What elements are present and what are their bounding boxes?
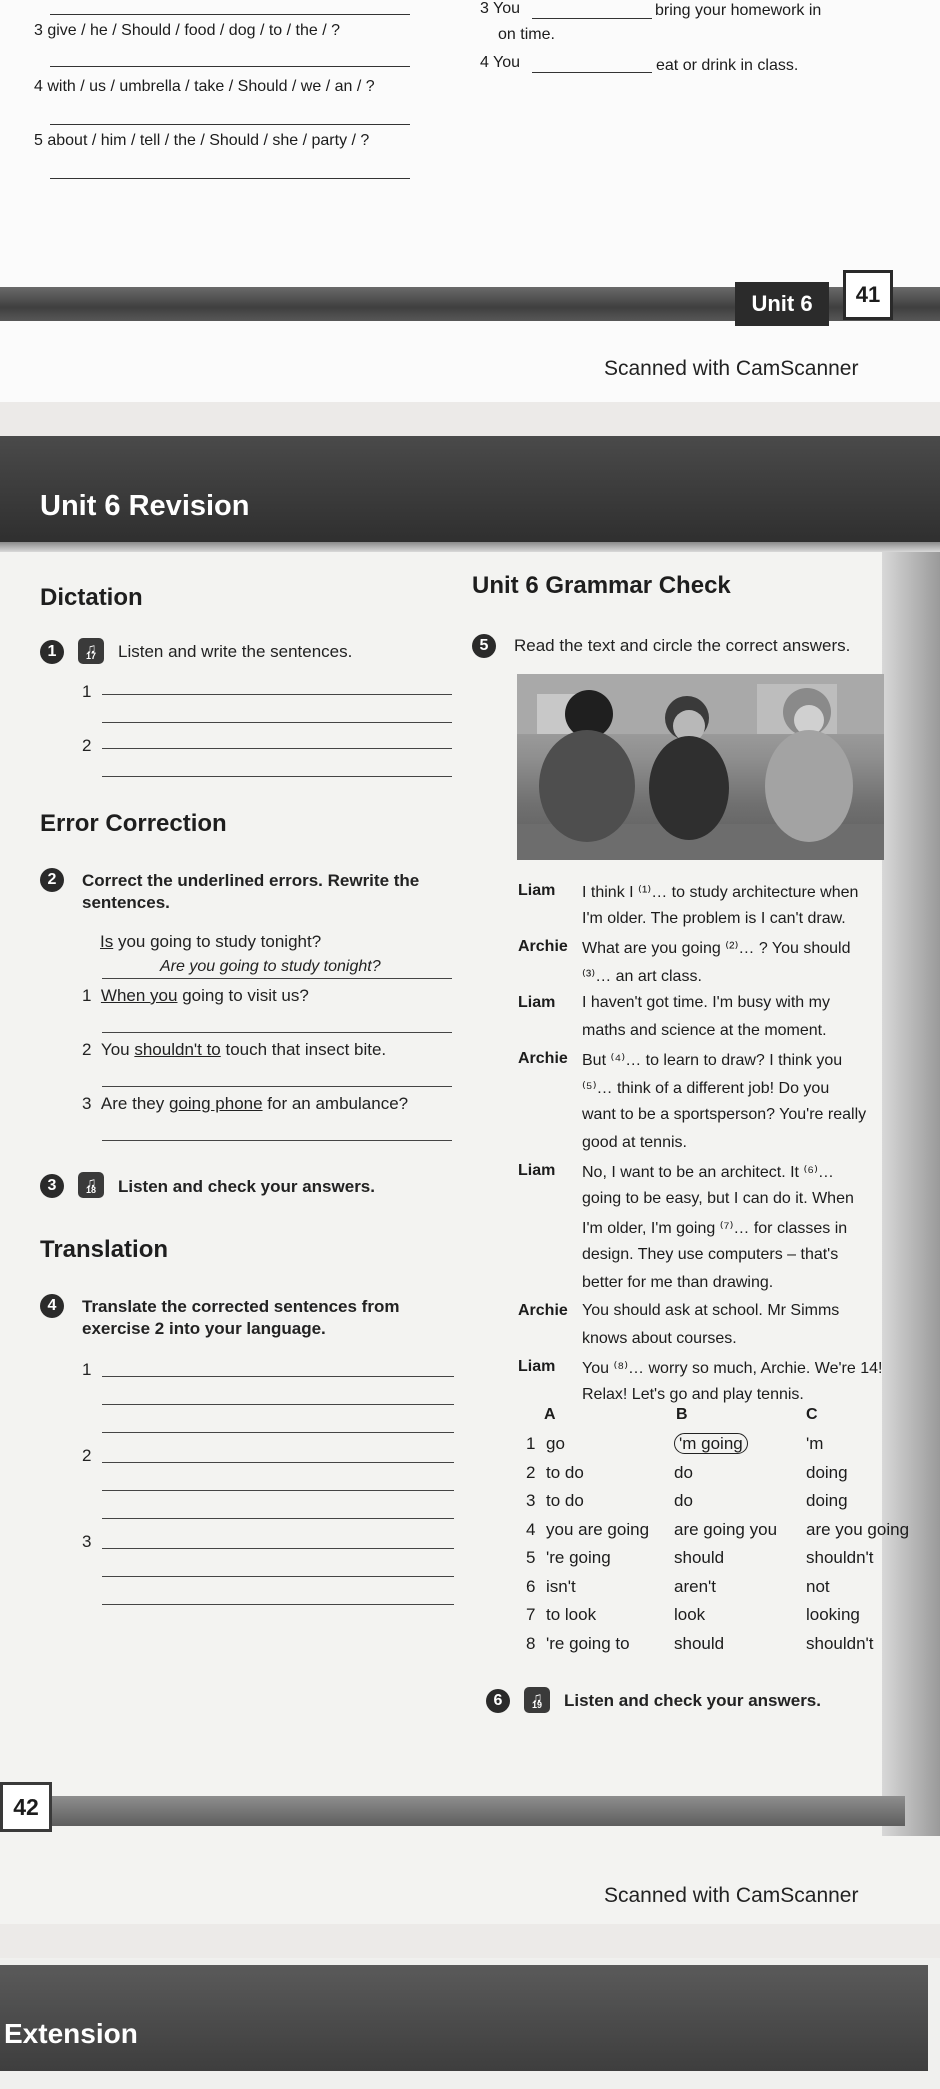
option-a-text: to do	[546, 1491, 584, 1510]
option-number: 8	[526, 1633, 536, 1653]
option-a[interactable]	[546, 1548, 611, 1568]
error-instruction-line-2: sentences.	[82, 893, 170, 912]
translation-instruction-line-2: exercise 2 into your language.	[82, 1319, 326, 1338]
exercise-number-3: 3	[40, 1174, 64, 1198]
column-header-b: B	[676, 1406, 688, 1423]
option-c[interactable]	[806, 1463, 848, 1483]
dialogue-line: You should ask at school. Mr Simms	[582, 1302, 840, 1319]
dialogue-line: I'm older. The problem is I can't draw.	[582, 910, 846, 927]
option-b[interactable]	[674, 1434, 748, 1454]
translation-item-2: 2	[82, 1446, 92, 1465]
option-a-text: isn't	[546, 1576, 576, 1596]
option-b-text: 'm going	[674, 1433, 748, 1454]
option-b-text: should	[674, 1548, 725, 1567]
workbook-page-42	[0, 436, 940, 1924]
exercise-number-4: 4	[40, 1294, 64, 1318]
item-text: You	[100, 1040, 135, 1059]
dialogue-speaker: Archie	[518, 938, 568, 955]
dialogue-line: knows about courses.	[582, 1330, 737, 1347]
error-example-answer: Are you going to study tonight?	[160, 958, 381, 975]
option-number: 4	[526, 1519, 536, 1539]
option-b[interactable]	[674, 1463, 693, 1483]
exercise-right-item-4a: 4 You	[480, 54, 521, 71]
item-text: for an ambulance?	[262, 1094, 409, 1113]
exercise-right-item-3c: on time.	[498, 26, 555, 43]
option-b-text: should	[674, 1633, 725, 1653]
listen-check-instruction: Listen and check your answers.	[118, 1177, 375, 1196]
option-c-text: shouldn't	[806, 1633, 874, 1653]
option-b[interactable]	[674, 1491, 693, 1511]
underlined-error: When you	[100, 986, 178, 1005]
option-number: 1	[526, 1434, 536, 1453]
option-a[interactable]	[546, 1463, 584, 1483]
dialogue-line: going to be easy, but I can do it. When	[582, 1190, 854, 1207]
page-edge-shadow	[882, 436, 940, 1836]
exercise-number-1: 1	[40, 640, 64, 664]
option-b-text: do	[674, 1491, 693, 1510]
workbook-page-41	[0, 0, 940, 402]
scan-watermark: Scanned with CamScanner	[604, 357, 859, 380]
option-b-text: do	[674, 1462, 693, 1482]
option-b[interactable]	[674, 1548, 724, 1568]
exercise-item-4: 4 with / us / umbrella / take / Should / we / an / ?	[34, 78, 375, 95]
scan-watermark: Scanned with CamScanner	[604, 1884, 859, 1907]
dialogue-line: What are you going ⁽²⁾… ? You should	[582, 940, 851, 957]
page-number: 42	[0, 1782, 52, 1832]
dialogue-line: ⁽⁵⁾… think of a different job! Do you	[582, 1080, 830, 1097]
error-item-1	[82, 986, 309, 1006]
item-text: Are they	[100, 1094, 169, 1113]
dialogue-line: good at tennis.	[582, 1134, 687, 1151]
error-example	[100, 932, 321, 952]
exercise-item-5: 5 about / him / tell / the / Should / she / party / ?	[34, 132, 370, 149]
dialogue-speaker: Liam	[518, 882, 556, 899]
dictation-item-2: 2	[82, 736, 92, 755]
option-c-text: looking	[806, 1605, 860, 1624]
dialogue-line: ⁽³⁾… an art class.	[582, 968, 702, 985]
dictation-instruction: Listen and write the sentences.	[118, 642, 353, 661]
item-number: 2	[82, 1040, 92, 1059]
dictation-line	[102, 748, 452, 749]
option-a[interactable]	[546, 1434, 565, 1454]
exercise-number-2: 2	[40, 868, 64, 892]
exercise-right-item-3b: bring your homework in	[655, 2, 822, 19]
option-c[interactable]	[806, 1548, 874, 1568]
error-instruction-line-1: Correct the underlined errors. Rewrite the	[82, 871, 420, 890]
column-header-c: C	[806, 1406, 818, 1423]
underlined-error: going phone	[168, 1094, 263, 1113]
dialogue-speaker: Archie	[518, 1050, 568, 1067]
exercise-number-6: 6	[486, 1689, 510, 1713]
dialogue-line: I think I ⁽¹⁾… to study architecture when	[582, 884, 859, 901]
option-number: 3	[526, 1491, 536, 1510]
dialogue-speaker: Liam	[518, 1162, 556, 1179]
translation-line	[102, 1404, 454, 1405]
option-c[interactable]	[806, 1434, 823, 1454]
workbook-page-extension	[0, 1958, 940, 2089]
item-text: touch that insect bite.	[220, 1040, 387, 1059]
page-number: 41	[843, 270, 893, 320]
dialogue-line: But ⁽⁴⁾… to learn to draw? I think you	[582, 1052, 843, 1069]
translation-line	[102, 1518, 454, 1519]
translation-line	[102, 1490, 454, 1491]
option-b[interactable]	[674, 1634, 724, 1654]
option-c[interactable]	[806, 1520, 909, 1540]
revision-title: Unit 6 Revision	[40, 490, 250, 522]
answer-line	[532, 18, 652, 19]
exercise-right-item-3a: 3 You	[480, 0, 521, 17]
dictation-title: Dictation	[40, 584, 143, 611]
dialogue-line: I'm older, I'm going ⁽⁷⁾… for classes in	[582, 1220, 848, 1237]
option-c[interactable]	[806, 1577, 830, 1597]
option-a-text: go	[546, 1434, 565, 1453]
answer-line	[50, 124, 410, 125]
answer-line	[102, 978, 452, 979]
underlined-error: Is	[100, 932, 114, 951]
option-a-text: you are going	[546, 1519, 650, 1539]
translation-line	[102, 1576, 454, 1577]
exercise-item-3: 3 give / he / Should / food / dog / to / the / ?	[34, 22, 340, 39]
error-correction-title: Error Correction	[40, 810, 227, 837]
option-c-text: are you going	[806, 1519, 910, 1539]
option-a-text: 're going	[546, 1548, 611, 1567]
dialogue-line: Relax! Let's go and play tennis.	[582, 1386, 804, 1403]
option-a[interactable]	[546, 1605, 596, 1625]
translation-line	[102, 1604, 454, 1605]
option-c-text: 'm	[806, 1434, 824, 1453]
option-a[interactable]	[546, 1491, 584, 1511]
option-b-text: look	[674, 1605, 706, 1624]
dialogue-line: better for me than drawing.	[582, 1274, 774, 1291]
translation-title: Translation	[40, 1236, 169, 1263]
example-text: you going to study tonight?	[113, 932, 322, 951]
exercise-right-item-4b: eat or drink in class.	[656, 57, 799, 74]
footer-band	[0, 1796, 905, 1826]
dictation-line	[102, 694, 452, 695]
translation-item-1: 1	[82, 1360, 92, 1379]
option-a[interactable]	[546, 1577, 576, 1597]
answer-line	[102, 1140, 452, 1141]
error-item-3	[82, 1094, 408, 1114]
dictation-item-1: 1	[82, 682, 92, 701]
grammar-instruction: Read the text and circle the correct answers.	[514, 636, 851, 655]
option-c-text: doing	[806, 1491, 848, 1510]
item-text: going to visit us?	[177, 986, 309, 1005]
listen-check-instruction: Listen and check your answers.	[564, 1691, 821, 1710]
translation-line	[102, 1432, 454, 1433]
option-c[interactable]	[806, 1634, 874, 1654]
translation-item-3: 3	[82, 1532, 92, 1551]
option-b-text: aren't	[674, 1576, 716, 1596]
option-a-text: to look	[546, 1605, 597, 1624]
dialogue-speaker: Liam	[518, 994, 556, 1011]
translation-line	[102, 1376, 454, 1377]
option-c[interactable]	[806, 1605, 860, 1625]
extension-title: Extension	[4, 2018, 138, 2049]
option-c-text: shouldn't	[806, 1548, 874, 1567]
dialogue-line: design. They use computers – that's	[582, 1246, 839, 1263]
exercise-number-5: 5	[472, 634, 496, 658]
dialogue-line: You ⁽⁸⁾… worry so much, Archie. We're 14!	[582, 1360, 883, 1377]
answer-line	[50, 14, 410, 15]
translation-instruction-line-1: Translate the corrected sentences from	[82, 1297, 400, 1316]
option-b-text: are going you	[674, 1519, 778, 1539]
audio-track-icon: ♫ 19	[524, 1687, 550, 1713]
dialogue-line: No, I want to be an architect. It ⁽⁶⁾…	[582, 1164, 834, 1181]
option-b[interactable]	[674, 1605, 705, 1625]
option-a-text: to do	[546, 1462, 584, 1482]
option-number: 6	[526, 1576, 536, 1596]
item-number: 1	[82, 986, 92, 1005]
option-c[interactable]	[806, 1491, 848, 1511]
option-a-text: 're going to	[546, 1633, 630, 1653]
underlined-error: shouldn't to	[134, 1040, 221, 1059]
item-number: 3	[82, 1094, 92, 1113]
translation-line	[102, 1548, 454, 1549]
option-number: 5	[526, 1548, 536, 1567]
dialogue-line: I haven't got time. I'm busy with my	[582, 994, 830, 1011]
option-a[interactable]	[546, 1634, 630, 1654]
option-number: 7	[526, 1605, 536, 1624]
option-c-text: doing	[806, 1462, 848, 1482]
answer-line	[102, 1032, 452, 1033]
audio-track-icon: ♫ 18	[78, 1172, 104, 1198]
extension-header-band	[0, 1965, 928, 2071]
translation-line	[102, 1462, 454, 1463]
option-number: 2	[526, 1462, 536, 1482]
option-c-text: not	[806, 1576, 830, 1596]
option-b[interactable]	[674, 1577, 716, 1597]
dictation-line	[102, 776, 452, 777]
audio-track-icon: ♫ 17	[78, 638, 104, 664]
dictation-line	[102, 722, 452, 723]
answer-line	[102, 1086, 452, 1087]
dialogue-line: maths and science at the moment.	[582, 1022, 827, 1039]
dialogue-line: want to be a sportsperson? You're really	[582, 1106, 867, 1123]
option-a[interactable]	[546, 1520, 649, 1540]
option-b[interactable]	[674, 1520, 777, 1540]
photo-three-teenagers	[517, 674, 884, 860]
dialogue-speaker: Liam	[518, 1358, 556, 1375]
photo-illustration	[517, 674, 884, 860]
column-header-a: A	[544, 1406, 556, 1423]
revision-header-band	[0, 436, 940, 542]
dialogue-speaker: Archie	[518, 1302, 568, 1319]
grammar-check-title: Unit 6 Grammar Check	[472, 572, 731, 599]
answer-line	[50, 66, 410, 67]
answer-line	[50, 178, 410, 179]
unit-label: Unit 6	[735, 282, 829, 326]
answer-line	[532, 72, 652, 73]
error-item-2	[82, 1040, 386, 1060]
